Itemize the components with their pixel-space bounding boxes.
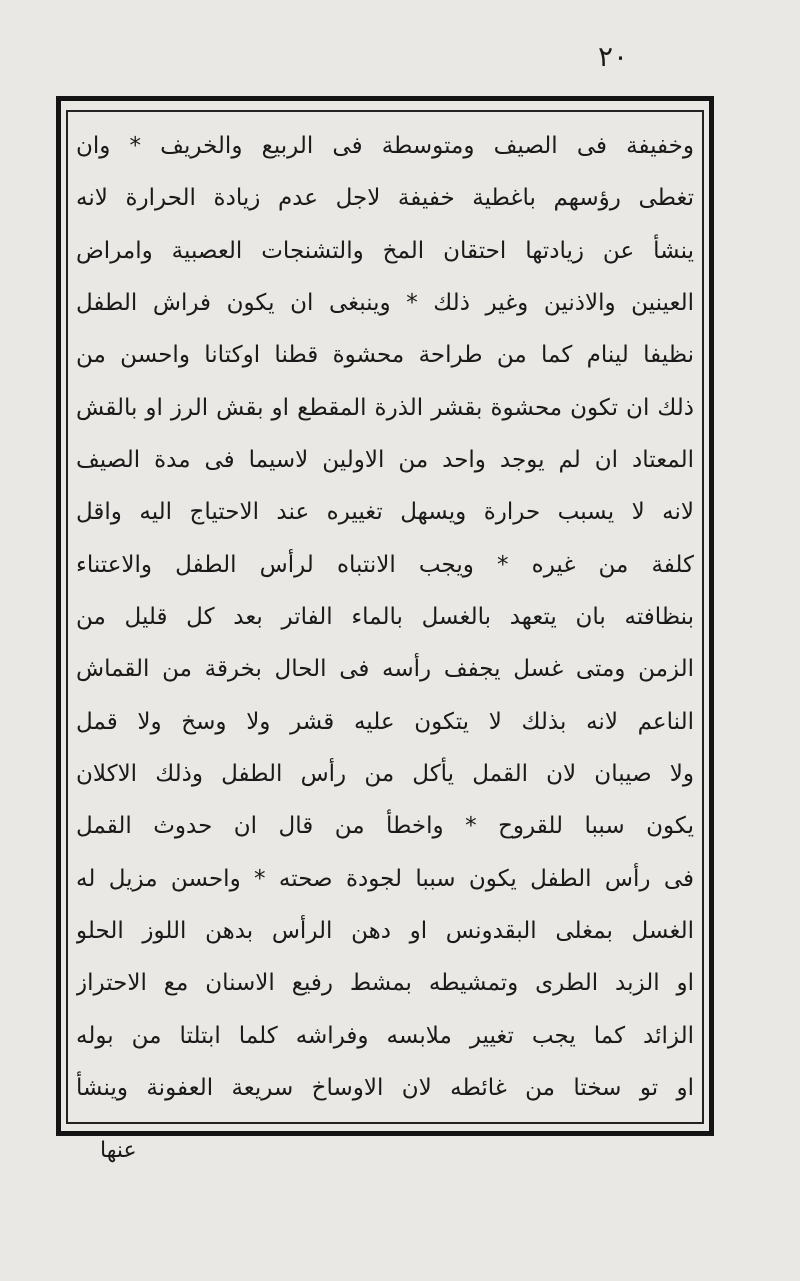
text-line: او الزبد الطرى وتمشيطه بمشط رفيع الاسنان مع الاحتراز — [76, 970, 694, 997]
text-line: الناعم لانه بذلك لا يتكون عليه قشر ولا وسخ ولا قمل — [76, 708, 694, 735]
text-line: نظيفا لينام كما من طراحة محشوة قطنا اوكتانا واحسن من — [76, 342, 694, 369]
text-line: الغسل بمغلى البقدونس او دهن الرأس بدهن اللوز الحلو — [76, 917, 694, 944]
catchword: عنها — [100, 1138, 137, 1163]
page-number: ٢٠ — [598, 40, 629, 73]
text-line: كلفة من غيره * ويجب الانتباه لرأس الطفل والاعتناء — [76, 551, 694, 578]
text-line: بنظافته بان يتعهد بالغسل بالماء الفاتر بعد كل قليل من — [76, 603, 694, 630]
text-line: وخفيفة فى الصيف ومتوسطة فى الربيع والخريف * وان — [76, 133, 694, 159]
text-line: فى رأس الطفل يكون سببا لجودة صحته * واحسن مزيل له — [76, 865, 694, 892]
text-line: ولا صيبان لان القمل يأكل من رأس الطفل وذلك الاكلان — [76, 760, 694, 787]
text-line: يكون سببا للقروح * واخطأ من قال ان حدوث القمل — [76, 813, 694, 840]
text-line: الزائد كما يجب تغيير ملابسه وفراشه كلما ابتلتا من بوله — [76, 1022, 694, 1049]
text-line: لانه لا يسبب حرارة ويسهل تغييره عند الاحتياج اليه واقل — [76, 499, 694, 526]
text-line: الزمن ومتى غسل يجفف رأسه فى الحال بخرقة من القماش — [76, 656, 694, 683]
body-text — [76, 118, 694, 1116]
text-line: ينشأ عن زيادتها احتقان المخ والتشنجات العصبية وامراض — [76, 237, 694, 264]
text-line: العينين والاذنين وغير ذلك * وينبغى ان يكون فراش الطفل — [76, 289, 694, 316]
text-line: ذلك ان تكون محشوة بقشر الذرة المقطع او بقش الرز او بالقش — [76, 394, 694, 421]
text-line: تغطى رؤسهم باغطية خفيفة لاجل عدم زيادة الحرارة لانه — [76, 185, 694, 212]
text-line: المعتاد ان لم يوجد واحد من الاولين لاسيما فى مدة الصيف — [76, 446, 694, 473]
text-line: او تو سختا من غائطه لان الاوساخ سريعة العفونة وينشأ — [76, 1074, 694, 1101]
